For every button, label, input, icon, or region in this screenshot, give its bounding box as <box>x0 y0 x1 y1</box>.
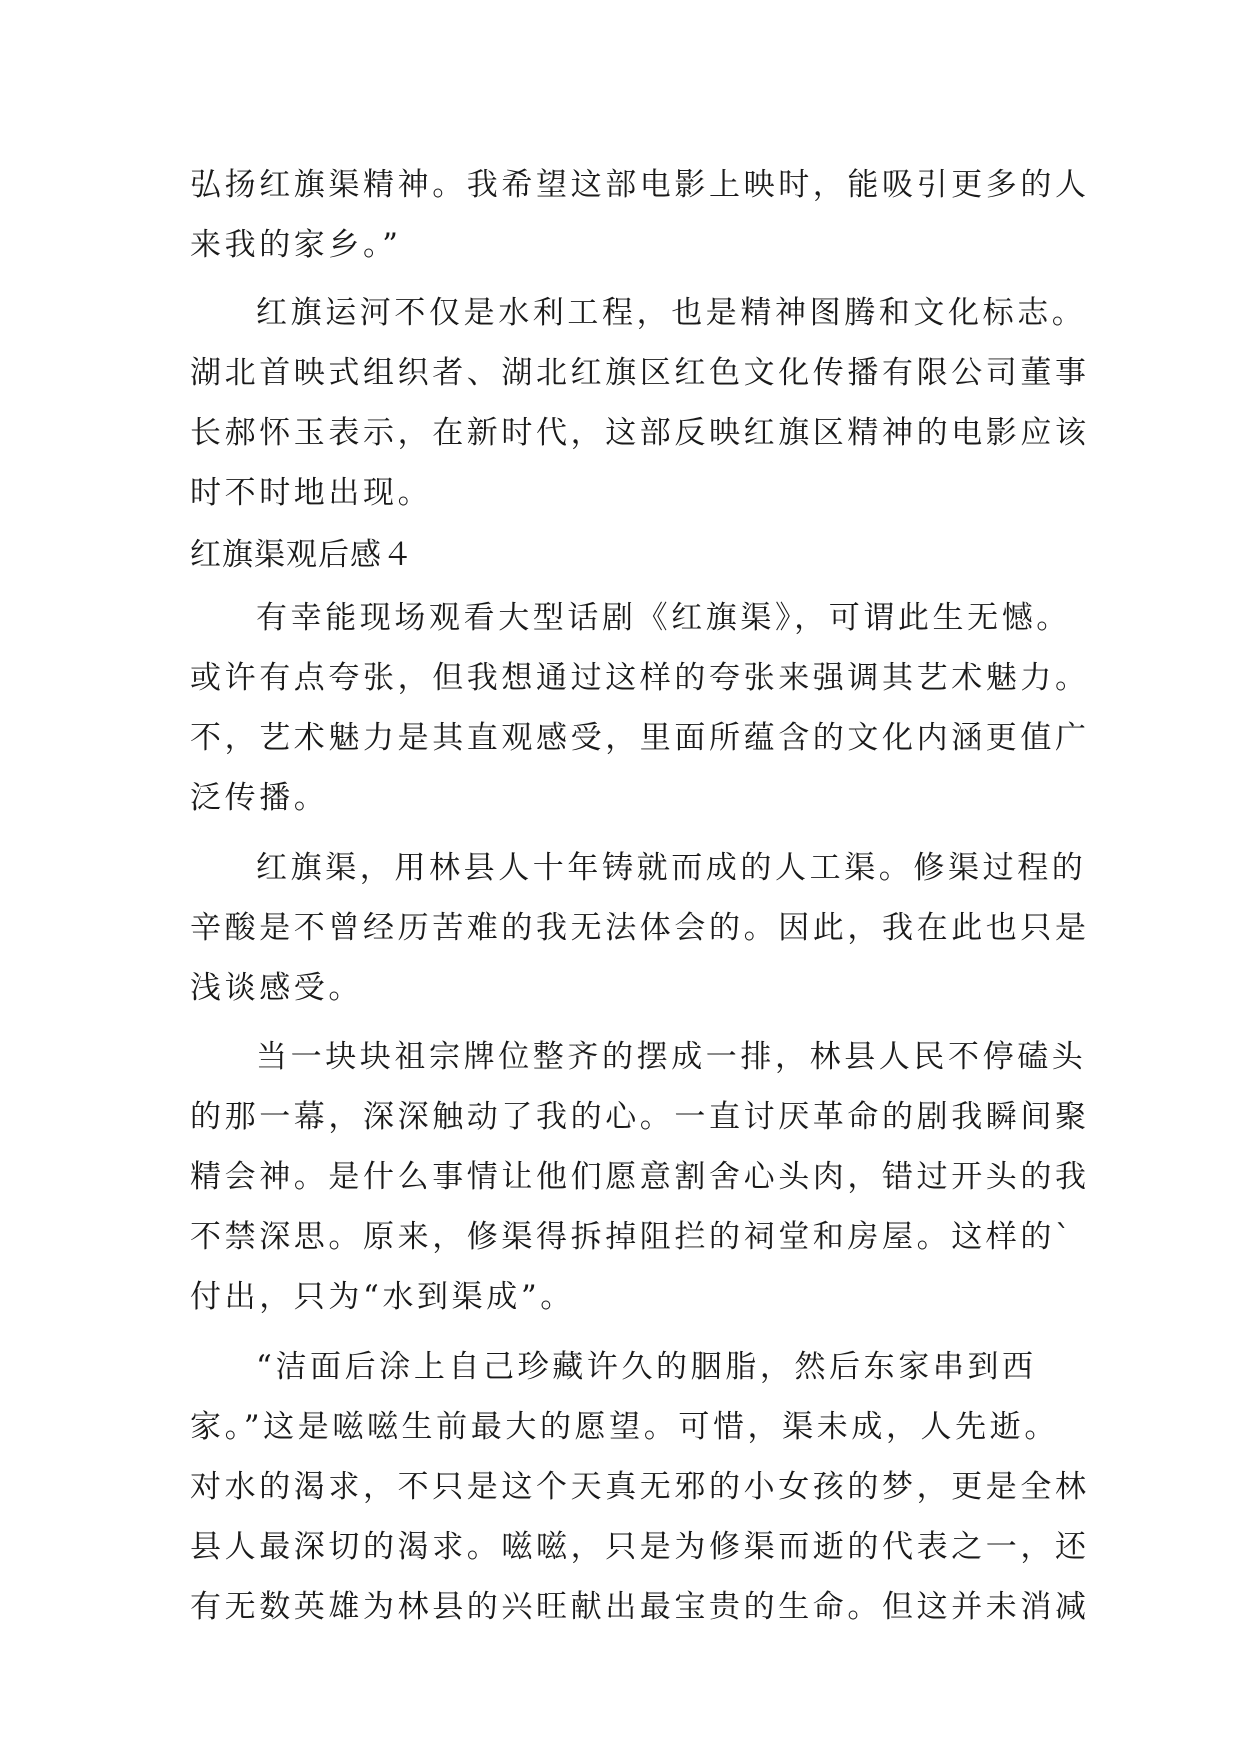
text-line: 弘扬红旗渠精神。我希望这部电影上映时，能吸引更多的人 <box>190 167 1090 203</box>
text-line: 时不时地出现。 <box>190 475 433 511</box>
text-line: 泛传播。 <box>190 780 329 816</box>
text-line: 的那一幕，深深触动了我的心。一直讨厌革命的剧我瞬间聚 <box>190 1099 1090 1135</box>
paragraph-first-line: 红旗渠，用林县人十年铸就而成的人工渠。修渠过程的 <box>256 850 1087 886</box>
paragraph-first-line: 有幸能现场观看大型话剧《红旗渠》，可谓此生无憾。 <box>256 600 1071 636</box>
text-line: 不，艺术魅力是其直观感受，里面所蕴含的文化内涵更值广 <box>190 720 1090 756</box>
text-line: 湖北首映式组织者、湖北红旗区红色文化传播有限公司董事 <box>190 355 1090 391</box>
text-line: 家。”这是嗞嗞生前最大的愿望。可惜，渠未成，人先逝。 <box>190 1409 1059 1445</box>
text-line: 不禁深思。原来，修渠得拆掉阻拦的祠堂和房屋。这样的` <box>190 1219 1075 1255</box>
text-line: 浅谈感受。 <box>190 970 363 1006</box>
text-line: 或许有点夸张，但我想通过这样的夸张来强调其艺术魅力。 <box>190 660 1090 696</box>
text-line: 精会神。是什么事情让他们愿意割舍心头肉，错过开头的我 <box>190 1159 1090 1195</box>
text-line: 辛酸是不曾经历苦难的我无法体会的。因此，我在此也只是 <box>190 910 1090 946</box>
text-line: 县人最深切的渴求。嗞嗞，只是为修渠而逝的代表之一，还 <box>190 1529 1090 1565</box>
text-line: 来我的家乡。” <box>190 227 402 263</box>
text-line: 对水的渴求，不只是这个天真无邪的小女孩的梦，更是全林 <box>190 1469 1090 1505</box>
paragraph-first-line: 当一块块祖宗牌位整齐的摆成一排，林县人民不停磕头 <box>256 1039 1087 1075</box>
paragraph-first-line: 红旗运河不仅是水利工程，也是精神图腾和文化标志。 <box>256 295 1087 331</box>
text-line: 长郝怀玉表示，在新时代，这部反映红旗区精神的电影应该 <box>190 415 1090 451</box>
text-line: 付出，只为“水到渠成”。 <box>190 1279 575 1315</box>
section-heading: 红旗渠观后感４ <box>190 537 414 573</box>
paragraph-first-line: “洁面后涂上自己珍藏许久的胭脂，然后东家串到西 <box>256 1349 1037 1385</box>
text-line: 有无数英雄为林县的兴旺献出最宝贵的生命。但这并未消减 <box>190 1589 1090 1625</box>
